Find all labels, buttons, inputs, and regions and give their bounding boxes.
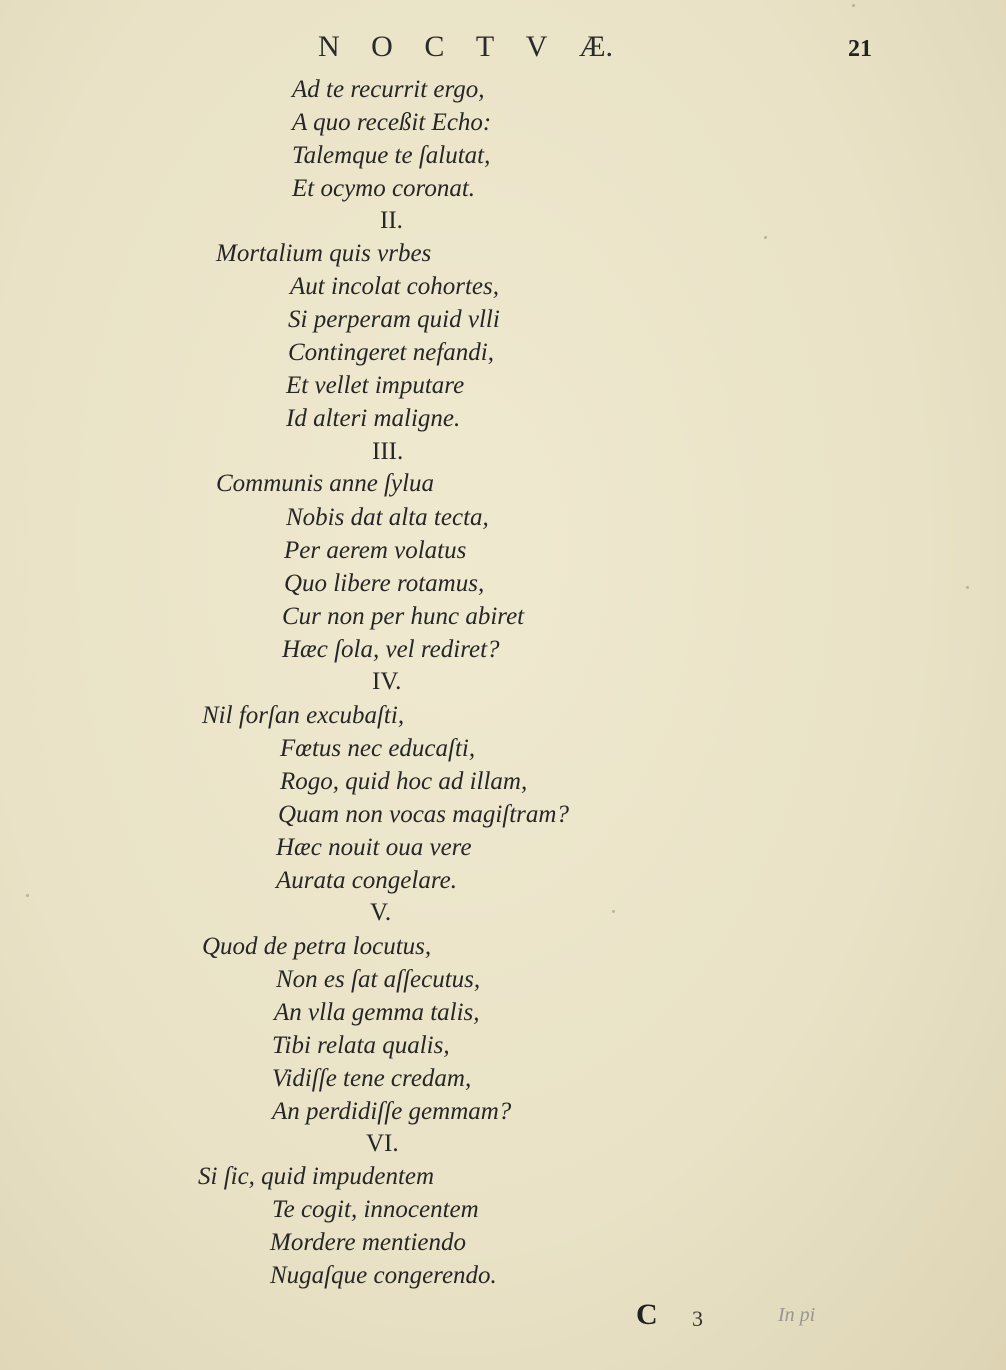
running-head-letter: V <box>525 30 548 63</box>
page-number: 21 <box>848 36 872 62</box>
verse-line: Aut incolat cohortes, <box>290 273 499 300</box>
verse-line: Id alteri maligne. <box>286 405 461 432</box>
verse-line: Talemque te ſalutat, <box>292 142 491 169</box>
verse-line: Nil forſan excubaſti, <box>202 702 405 729</box>
catchword: In pi <box>778 1304 816 1326</box>
verse-line: Tibi relata qualis, <box>272 1032 450 1059</box>
verse-line: Rogo, quid hoc ad illam, <box>280 768 528 795</box>
verse-line: An vlla gemma talis, <box>274 999 480 1026</box>
stanza-number: VI. <box>366 1130 399 1157</box>
verse-line: Aurata congelare. <box>276 867 457 894</box>
verse-line: Non es ſat aſſecutus, <box>276 966 481 993</box>
verse-line: Ad te recurrit ergo, <box>292 76 485 103</box>
verse-line: Nobis dat alta tecta, <box>286 504 489 531</box>
verse-line: Quam non vocas magiſtram? <box>278 801 569 828</box>
running-head-letter: N <box>318 30 340 63</box>
paper-speck <box>966 586 969 589</box>
verse-line: Et ocymo coronat. <box>292 175 476 202</box>
verse-line: Contingeret nefandi, <box>288 339 494 366</box>
paper-speck <box>764 236 767 239</box>
signature-number: 3 <box>692 1306 703 1331</box>
running-head-letter: Æ. <box>578 30 614 63</box>
running-head-letter: O <box>371 30 393 63</box>
verse-line: Fœtus nec educaſti, <box>280 735 476 762</box>
verse-line: Cur non per hunc abiret <box>282 603 525 630</box>
running-head-letter: C <box>424 30 445 63</box>
verse-line: Per aerem volatus <box>284 537 467 564</box>
verse-line: Quo libere rotamus, <box>284 570 485 597</box>
verse-line: Et vellet imputare <box>286 372 465 399</box>
verse-line: Mordere mentiendo <box>270 1229 467 1256</box>
verse-line: A quo receßit Echo: <box>292 109 492 136</box>
paper-speck <box>26 894 29 897</box>
verse-line: Te cogit, innocentem <box>272 1196 479 1223</box>
verse-line: Quod de petra locutus, <box>202 933 432 960</box>
verse-line: Vidiſſe tene credam, <box>272 1065 472 1092</box>
verse-line: Hæc nouit oua vere <box>276 834 472 861</box>
stanza-number: III. <box>372 438 404 465</box>
stanza-number: V. <box>370 899 392 926</box>
verse-line: Nugaſque congerendo. <box>270 1262 497 1289</box>
running-head-letter: T <box>475 30 495 63</box>
signature-mark: C <box>636 1298 658 1331</box>
paper-speck <box>852 4 855 7</box>
stanza-number: II. <box>380 207 403 234</box>
verse-line: Si perperam quid vlli <box>288 306 500 333</box>
verse-line: Hæc ſola, vel rediret? <box>282 636 500 663</box>
stanza-number: IV. <box>372 668 402 695</box>
verse-line: Communis anne ſylua <box>216 470 435 497</box>
verse-line: Mortalium quis vrbes <box>216 240 432 267</box>
paper-speck <box>612 910 615 913</box>
running-head <box>318 30 637 64</box>
verse-line: An perdidiſſe gemmam? <box>272 1098 512 1125</box>
verse-line: Si ſic, quid impudentem <box>198 1163 435 1190</box>
